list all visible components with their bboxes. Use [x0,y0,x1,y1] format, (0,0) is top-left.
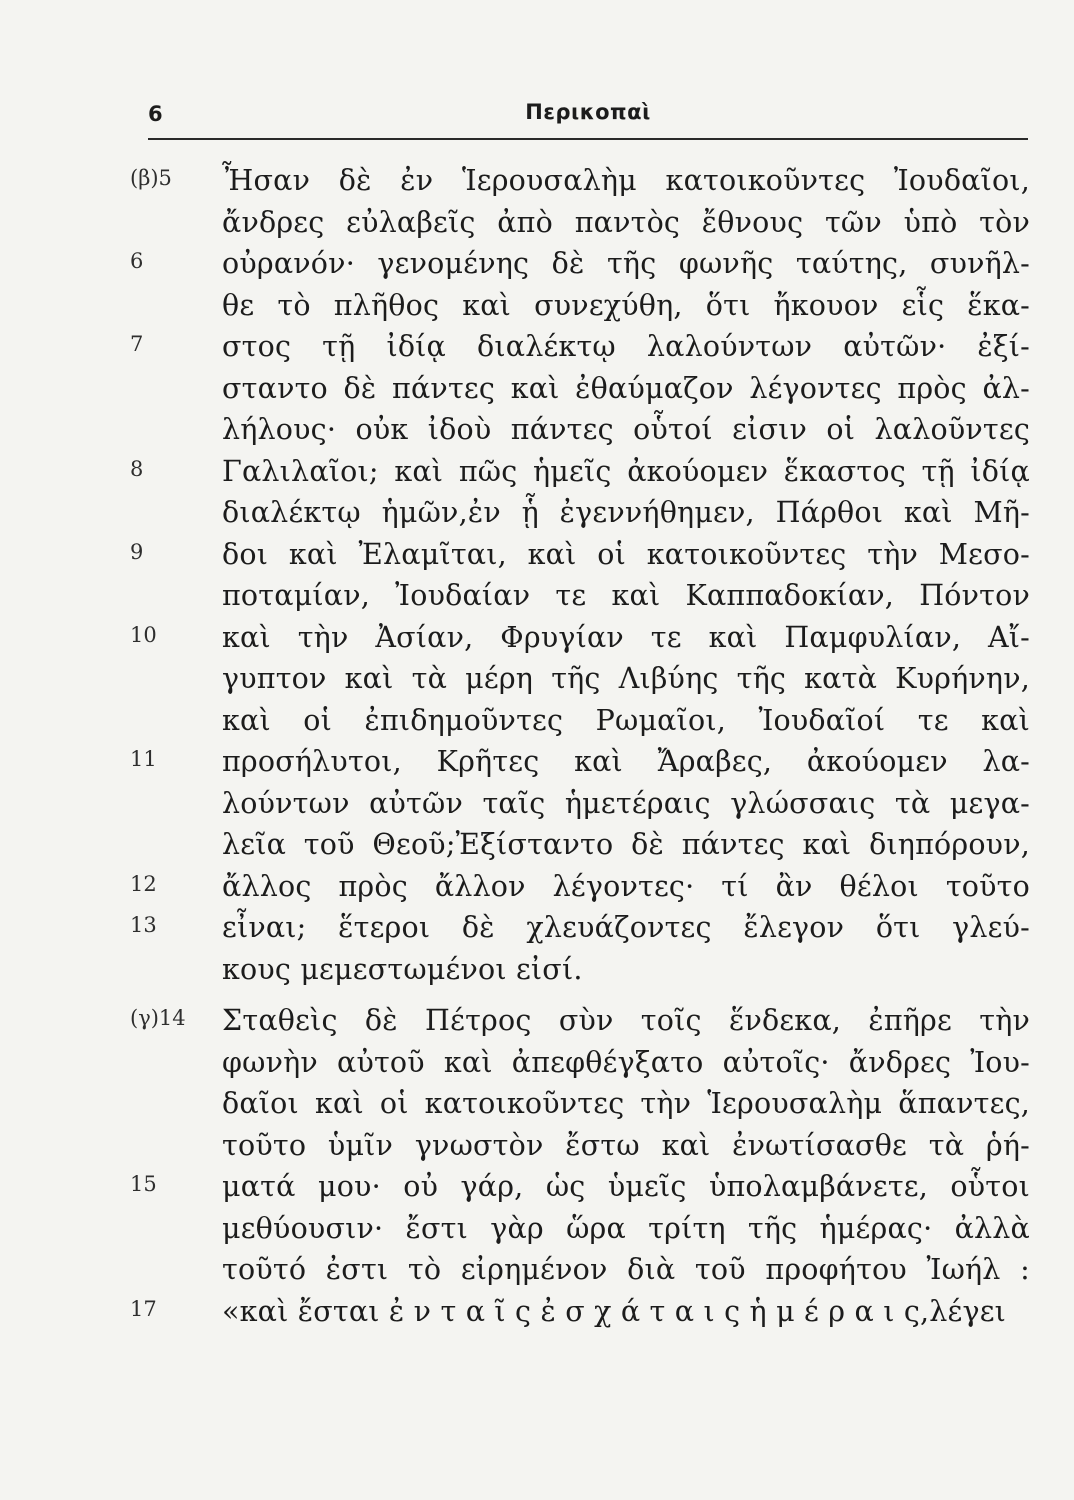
text-line [0,741,1074,783]
line-text: λήλους· οὐκ ἰδοὺ πάντες οὗτοί εἰσιν οἱ λαλοῦντες [222,413,1030,446]
text-line [0,160,1074,202]
verse-number: 11 [130,747,157,771]
text-line [0,1083,1074,1125]
verse-number: (β)5 [130,166,172,190]
verse-number: 8 [130,456,144,481]
text-body [0,160,1074,1332]
line-text: οὐρανόν· γενομένης δὲ τῆς φωνῆς ταύτης, συνῆλ- [222,247,1030,280]
line-text: ἄνδρες εὐλαβεῖς ἀπὸ παντὸς ἔθνους τῶν ὑπὸ τὸν [222,205,1030,239]
verse-number: (γ)14 [130,1006,186,1030]
line-text: θε τὸ πλῆθος καὶ συνεχύθη, ὅτι ἤκουον εἷς ἕκα- [222,288,1030,322]
text-line [0,409,1074,451]
verse-number: 10 [130,622,157,647]
text-line [0,534,1074,576]
line-text: «καὶ ἔσται ἐ ν τ α ῖ ς ἐ σ χ ά τ α ι ς ἡ μ έ ρ α ι ς,λέγει [222,1294,1007,1328]
text-line [0,866,1074,908]
line-text: κους μεμεστωμένοι εἰσί. [222,952,583,986]
text-line [0,617,1074,659]
line-text: τοῦτο ὑμῖν γνωστὸν ἔστω καὶ ἐνωτίσασθε τὰ ῥή- [222,1128,1030,1162]
line-text: εἶναι; ἕτεροι δὲ χλευάζοντες ἔλεγον ὅτι γλεύ- [222,911,1030,944]
line-text: λεῖα τοῦ Θεοῦ;Ἐξίσταντο δὲ πάντες καὶ διηπόρουν, [222,828,1030,861]
line-text: γυπτον καὶ τὰ μέρη τῆς Λιβύης τῆς κατὰ Κυρήνην, [222,662,1030,695]
text-line [0,700,1074,742]
text-line [0,368,1074,410]
text-line [0,1208,1074,1250]
text-line [0,907,1074,949]
running-head: Περικοπαὶ [525,100,651,124]
verse-number: 12 [130,871,157,896]
page-number: 6 [148,102,163,126]
text-line [0,1125,1074,1167]
line-text: καὶ οἱ ἐπιδημοῦντες Ρωμαῖοι, Ἰουδαῖοί τε καὶ [222,703,1030,737]
line-text: σταντο δὲ πάντες καὶ ἐθαύμαζον λέγοντες πρὸς ἀλ- [222,371,1030,405]
text-line [0,824,1074,866]
text-line [0,1042,1074,1084]
line-text: ματά μου· οὐ γάρ, ὡς ὑμεῖς ὑπολαμβάνετε, οὗτοι [222,1170,1030,1203]
text-line [0,202,1074,244]
verse-number: 7 [130,332,144,356]
text-line [0,1000,1074,1042]
line-text: φωνὴν αὐτοῦ καὶ ἀπεφθέγξατο αὐτοῖς· ἄνδρες Ἰου- [222,1045,1030,1079]
verse-number: 17 [130,1296,157,1321]
verse-number: 9 [130,539,144,564]
line-text: ποταμίαν, Ἰουδαίαν τε καὶ Καππαδοκίαν, Πόντον [222,579,1030,612]
verse-number: 6 [130,249,144,273]
line-text: στος τῇ ἰδίᾳ διαλέκτῳ λαλούντων αὐτῶν· ἐξί- [222,330,1030,363]
line-text: Ἦσαν δὲ ἐν Ἱερουσαλὴμ κατοικοῦντες Ἰουδαῖοι, [222,164,1030,197]
text-line [0,949,1074,991]
line-text: δαῖοι καὶ οἱ κατοικοῦντες τὴν Ἱερουσαλὴμ ἅπαντες, [222,1087,1030,1120]
text-line [0,1249,1074,1291]
text-line [0,575,1074,617]
text-line [0,492,1074,534]
text-line [0,243,1074,285]
text-line [0,326,1074,368]
line-text: δοι καὶ Ἐλαμῖται, καὶ οἱ κατοικοῦντες τὴν Μεσο- [222,537,1030,571]
verse-number: 15 [130,1172,157,1196]
line-text: διαλέκτῳ ἡμῶν,ἐν ᾗ ἐγεννήθημεν, Πάρθοι καὶ Μῆ- [222,496,1030,529]
verse-number: 13 [130,913,157,937]
text-line [0,1166,1074,1208]
text-line [0,451,1074,493]
line-text: Γαλιλαῖοι; καὶ πῶς ἡμεῖς ἀκούομεν ἕκαστος τῇ ἰδίᾳ [222,454,1030,488]
page-header [148,98,1028,140]
line-text: καὶ τὴν Ἀσίαν, Φρυγίαν τε καὶ Παμφυλίαν, Αἴ- [222,620,1030,654]
line-text: μεθύουσιν· ἔστι γὰρ ὥρα τρίτη τῆς ἡμέρας· ἀλλὰ [222,1211,1030,1245]
line-text: προσήλυτοι, Κρῆτες καὶ Ἄραβες, ἀκούομεν λα- [222,745,1030,778]
text-line [0,285,1074,327]
text-line [0,658,1074,700]
text-line [0,1291,1074,1333]
text-line [0,783,1074,825]
line-text: λούντων αὐτῶν ταῖς ἡμετέραις γλώσσαις τὰ μεγα- [222,786,1030,820]
line-text: τοῦτό ἐστι τὸ εἰρημένον διὰ τοῦ προφήτου Ἰωήλ : [222,1253,1030,1286]
line-text: Σταθεὶς δὲ Πέτρος σὺν τοῖς ἕνδεκα, ἐπῆρε τὴν [222,1004,1030,1037]
line-text: ἄλλος πρὸς ἄλλον λέγοντες· τί ἂν θέλοι τοῦτο [222,869,1030,903]
